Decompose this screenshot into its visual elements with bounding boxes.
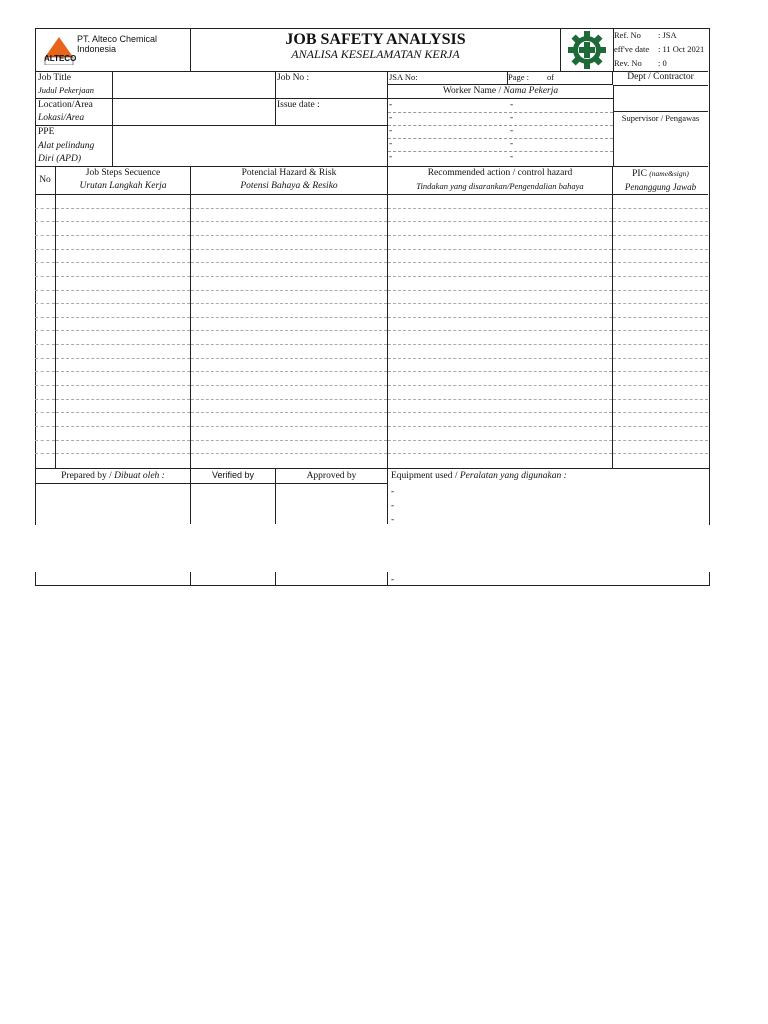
cell-pic[interactable] bbox=[613, 372, 708, 386]
cell-no[interactable] bbox=[35, 345, 55, 359]
equipment-list[interactable] bbox=[388, 484, 708, 524]
cell-pic[interactable] bbox=[613, 427, 708, 441]
prepared-by-sign-field[interactable] bbox=[36, 484, 191, 524]
ppe-field[interactable] bbox=[113, 125, 387, 167]
cell-no[interactable] bbox=[35, 441, 55, 455]
ref-value: : JSA bbox=[658, 30, 677, 40]
page-label: Page : bbox=[508, 72, 530, 82]
ref-label: Ref. No bbox=[614, 30, 641, 40]
page-field[interactable] bbox=[507, 71, 613, 85]
cell-step[interactable] bbox=[56, 332, 190, 346]
equipment-dash: - bbox=[391, 575, 395, 585]
cell-step[interactable] bbox=[56, 386, 190, 400]
worker-name-label-id: Nama Pekerja bbox=[503, 86, 559, 96]
location-label-id: Lokasi/Area bbox=[38, 113, 85, 123]
ppe-label-cell bbox=[35, 125, 113, 167]
worker-row[interactable] bbox=[388, 151, 613, 164]
cell-action[interactable] bbox=[388, 318, 612, 332]
table-row bbox=[35, 304, 708, 318]
approved-by-sign-field[interactable] bbox=[276, 484, 388, 524]
page-of-label: of bbox=[547, 72, 555, 82]
equipment-dash: - bbox=[391, 487, 395, 497]
approved-by-header bbox=[276, 469, 388, 484]
cell-action[interactable] bbox=[388, 222, 612, 236]
table-row bbox=[35, 413, 708, 427]
col-steps-label-id: Urutan Langkah Kerja bbox=[79, 181, 167, 191]
col-hazard-label: Potencial Hazard & Risk bbox=[241, 168, 337, 178]
worker-names-list bbox=[387, 99, 614, 166]
equipment-dash: - bbox=[391, 515, 395, 525]
equipment-label-id: Peralatan yang digunakan : bbox=[459, 471, 567, 481]
cell-no[interactable] bbox=[35, 427, 55, 441]
ppe-label-id-2: Diri (APD) bbox=[38, 154, 82, 164]
location-label-cell bbox=[35, 98, 113, 126]
cell-no[interactable] bbox=[35, 386, 55, 400]
cell-pic[interactable] bbox=[613, 400, 708, 414]
table-row bbox=[35, 441, 708, 455]
job-no-field[interactable] bbox=[276, 71, 387, 99]
table-row bbox=[35, 222, 708, 236]
col-no-header bbox=[35, 167, 56, 195]
rev-label: Rev. No bbox=[614, 58, 642, 68]
cell-hazard[interactable] bbox=[191, 345, 387, 359]
worker-dash-right: - bbox=[510, 113, 514, 123]
col-no-label: No bbox=[39, 175, 51, 185]
cell-action[interactable] bbox=[388, 427, 612, 441]
cell-no[interactable] bbox=[35, 195, 55, 209]
worker-row[interactable] bbox=[388, 99, 613, 113]
cell-pic[interactable] bbox=[613, 386, 708, 400]
cell-pic[interactable] bbox=[613, 222, 708, 236]
cell-step[interactable] bbox=[56, 359, 190, 373]
cell-no[interactable] bbox=[35, 250, 55, 264]
col-pic-header bbox=[613, 167, 708, 195]
cell-no[interactable] bbox=[35, 222, 55, 236]
cell-step[interactable] bbox=[56, 427, 190, 441]
cell-no[interactable] bbox=[35, 209, 55, 223]
table-row bbox=[35, 263, 708, 277]
job-no-label: Job No : bbox=[277, 73, 310, 83]
supervisor-cell[interactable] bbox=[613, 112, 708, 166]
worker-dash-left: - bbox=[389, 152, 393, 162]
cell-step[interactable] bbox=[56, 291, 190, 305]
table-row bbox=[35, 359, 708, 373]
col-steps-header bbox=[56, 167, 191, 195]
equipment-header bbox=[391, 469, 701, 483]
table-row bbox=[35, 386, 708, 400]
cell-action[interactable] bbox=[388, 454, 612, 468]
cell-hazard[interactable] bbox=[191, 359, 387, 373]
cell-pic[interactable] bbox=[613, 332, 708, 346]
cell-action[interactable] bbox=[388, 291, 612, 305]
cell-hazard[interactable] bbox=[191, 318, 387, 332]
dept-contractor-label: Dept / Contractor bbox=[627, 72, 694, 82]
cell-hazard[interactable] bbox=[191, 222, 387, 236]
cell-hazard[interactable] bbox=[191, 195, 387, 209]
cell-step[interactable] bbox=[56, 454, 190, 468]
cell-action[interactable] bbox=[388, 263, 612, 277]
cell-step[interactable] bbox=[56, 222, 190, 236]
cell-hazard[interactable] bbox=[191, 441, 387, 455]
cell-no[interactable] bbox=[35, 263, 55, 277]
worker-dash-right: - bbox=[510, 152, 514, 162]
cell-no[interactable] bbox=[35, 304, 55, 318]
cell-step[interactable] bbox=[56, 400, 190, 414]
rev-value: : 0 bbox=[658, 58, 667, 68]
cell-hazard[interactable] bbox=[191, 372, 387, 386]
prepared-by-label: Prepared by / bbox=[61, 471, 115, 481]
cell-hazard[interactable] bbox=[191, 454, 387, 468]
cell-hazard[interactable] bbox=[191, 332, 387, 346]
eff-date-label: eff've date bbox=[614, 44, 650, 54]
logo-cell bbox=[35, 28, 191, 72]
continuation-divider bbox=[35, 572, 191, 585]
cell-action[interactable] bbox=[388, 236, 612, 250]
cell-action[interactable] bbox=[388, 413, 612, 427]
table-row bbox=[35, 250, 708, 264]
cell-action[interactable] bbox=[388, 372, 612, 386]
cell-action[interactable] bbox=[388, 304, 612, 318]
table-row bbox=[35, 454, 708, 468]
cell-pic[interactable] bbox=[613, 250, 708, 264]
cell-pic[interactable] bbox=[613, 413, 708, 427]
worker-dash-left: - bbox=[389, 100, 393, 110]
worker-row[interactable] bbox=[388, 138, 613, 152]
table-row bbox=[35, 236, 708, 250]
cell-hazard[interactable] bbox=[191, 236, 387, 250]
worker-dash-right: - bbox=[510, 100, 514, 110]
ppe-label-id-1: Alat pelindung bbox=[38, 141, 95, 151]
job-title-label-id: Judul Pekerjaan bbox=[38, 85, 94, 95]
job-title-label-cell bbox=[35, 71, 113, 99]
dept-contractor-field[interactable] bbox=[613, 85, 708, 112]
prepared-by-header bbox=[36, 469, 191, 484]
worker-dash-left: - bbox=[389, 126, 393, 136]
job-title-label: Job Title bbox=[38, 73, 72, 83]
cell-hazard[interactable] bbox=[191, 386, 387, 400]
table-row bbox=[35, 372, 708, 386]
worker-dash-right: - bbox=[510, 139, 514, 149]
cell-step[interactable] bbox=[56, 318, 190, 332]
cell-no[interactable] bbox=[35, 359, 55, 373]
col-action-label: Recommended action / control hazard bbox=[427, 168, 573, 178]
verified-by-label: Verified by bbox=[211, 470, 255, 480]
doc-info-cell bbox=[613, 28, 708, 72]
cell-action[interactable] bbox=[388, 400, 612, 414]
cell-no[interactable] bbox=[35, 318, 55, 332]
table-row bbox=[35, 400, 708, 414]
cell-no[interactable] bbox=[35, 372, 55, 386]
worker-dash-right: - bbox=[510, 126, 514, 136]
cell-pic[interactable] bbox=[613, 263, 708, 277]
jsa-no-label: JSA No: bbox=[389, 72, 418, 82]
cell-step[interactable] bbox=[56, 304, 190, 318]
col-pic-label: PIC bbox=[632, 169, 647, 179]
title-cell bbox=[191, 28, 560, 72]
equipment-dash: - bbox=[391, 501, 395, 511]
cell-action[interactable] bbox=[388, 209, 612, 223]
cell-pic[interactable] bbox=[613, 209, 708, 223]
safety-gear-icon bbox=[567, 30, 607, 70]
approved-by-label: Approved by bbox=[306, 471, 357, 481]
cell-pic[interactable] bbox=[613, 454, 708, 468]
cell-action[interactable] bbox=[388, 441, 612, 455]
cell-no[interactable] bbox=[35, 454, 55, 468]
cell-hazard[interactable] bbox=[191, 427, 387, 441]
cell-step[interactable] bbox=[56, 263, 190, 277]
cell-hazard[interactable] bbox=[191, 277, 387, 291]
steps-table-body bbox=[35, 195, 708, 468]
col-steps-label: Job Steps Secuence bbox=[85, 168, 161, 178]
gear-cell bbox=[560, 28, 614, 72]
cell-hazard[interactable] bbox=[191, 413, 387, 427]
table-row bbox=[35, 345, 708, 359]
table-row bbox=[35, 332, 708, 346]
cell-pic[interactable] bbox=[613, 345, 708, 359]
jsa-no-field[interactable] bbox=[387, 71, 508, 85]
col-pic-note: (name&sign) bbox=[649, 169, 689, 178]
cell-step[interactable] bbox=[56, 236, 190, 250]
cell-hazard[interactable] bbox=[191, 263, 387, 277]
ppe-label: PPE bbox=[38, 127, 55, 137]
location-label: Location/Area bbox=[38, 100, 93, 110]
issue-date-field[interactable] bbox=[276, 98, 387, 126]
cell-hazard[interactable] bbox=[191, 304, 387, 318]
table-row bbox=[35, 277, 708, 291]
col-action-header bbox=[388, 167, 613, 195]
cell-pic[interactable] bbox=[613, 304, 708, 318]
col-pic-label-id: Penanggung Jawab bbox=[624, 182, 697, 192]
page-title: JOB SAFETY ANALYSIS bbox=[285, 31, 466, 48]
table-row bbox=[35, 209, 708, 223]
cell-pic[interactable] bbox=[613, 359, 708, 373]
issue-date-label: Issue date : bbox=[277, 100, 320, 110]
cell-step[interactable] bbox=[56, 413, 190, 427]
table-row bbox=[35, 291, 708, 305]
cell-action[interactable] bbox=[388, 332, 612, 346]
cell-action[interactable] bbox=[388, 359, 612, 373]
cell-hazard[interactable] bbox=[191, 209, 387, 223]
cell-pic[interactable] bbox=[613, 318, 708, 332]
cell-pic[interactable] bbox=[613, 277, 708, 291]
supervisor-label: Supervisor / Pengawas bbox=[621, 113, 700, 123]
col-hazard-label-id: Potensi Bahaya & Resiko bbox=[240, 181, 338, 191]
cell-hazard[interactable] bbox=[191, 291, 387, 305]
cell-step[interactable] bbox=[56, 345, 190, 359]
col-hazard-header bbox=[191, 167, 388, 195]
worker-row[interactable] bbox=[388, 112, 613, 126]
cell-no[interactable] bbox=[35, 413, 55, 427]
cell-action[interactable] bbox=[388, 345, 612, 359]
cell-step[interactable] bbox=[56, 277, 190, 291]
company-name-line1: PT. Alteco Chemical bbox=[77, 34, 158, 44]
continuation-divider bbox=[276, 572, 388, 585]
worker-dash-left: - bbox=[389, 113, 393, 123]
cell-no[interactable] bbox=[35, 400, 55, 414]
job-title-field[interactable] bbox=[113, 71, 276, 99]
cell-action[interactable] bbox=[388, 195, 612, 209]
worker-row[interactable] bbox=[388, 125, 613, 139]
worker-name-header bbox=[387, 85, 614, 99]
page-subtitle: ANALISA KESELAMATAN KERJA bbox=[291, 47, 460, 61]
cell-pic[interactable] bbox=[613, 441, 708, 455]
cell-action[interactable] bbox=[388, 250, 612, 264]
cell-step[interactable] bbox=[56, 372, 190, 386]
col-action-label-id: Tindakan yang disarankan/Pengendalian bahaya bbox=[416, 181, 584, 191]
eff-date-value: : 11 Oct 2021 bbox=[658, 44, 705, 54]
cell-no[interactable] bbox=[35, 332, 55, 346]
cell-action[interactable] bbox=[388, 277, 612, 291]
worker-name-label: Worker Name / bbox=[442, 86, 504, 96]
table-row bbox=[35, 318, 708, 332]
table-row bbox=[35, 427, 708, 441]
logo-text: ALTECO bbox=[44, 54, 77, 63]
cell-no[interactable] bbox=[35, 277, 55, 291]
cell-action[interactable] bbox=[388, 386, 612, 400]
verified-by-sign-field[interactable] bbox=[191, 484, 276, 524]
cell-pic[interactable] bbox=[613, 195, 708, 209]
cell-no[interactable] bbox=[35, 236, 55, 250]
company-name-line2: Indonesia bbox=[77, 44, 117, 54]
location-field[interactable] bbox=[113, 98, 276, 126]
cell-step[interactable] bbox=[56, 250, 190, 264]
cell-hazard[interactable] bbox=[191, 250, 387, 264]
dept-contractor-header bbox=[613, 71, 708, 86]
verified-by-header bbox=[191, 469, 276, 484]
continuation-divider bbox=[191, 572, 276, 585]
cell-hazard[interactable] bbox=[191, 400, 387, 414]
cell-pic[interactable] bbox=[613, 291, 708, 305]
cell-step[interactable] bbox=[56, 195, 190, 209]
table-row bbox=[35, 195, 708, 209]
worker-dash-left: - bbox=[389, 139, 393, 149]
prepared-by-label-id: Dibuat oleh : bbox=[114, 471, 165, 481]
cell-step[interactable] bbox=[56, 209, 190, 223]
cell-no[interactable] bbox=[35, 291, 55, 305]
cell-pic[interactable] bbox=[613, 236, 708, 250]
equipment-label: Equipment used / bbox=[391, 471, 460, 481]
cell-step[interactable] bbox=[56, 441, 190, 455]
